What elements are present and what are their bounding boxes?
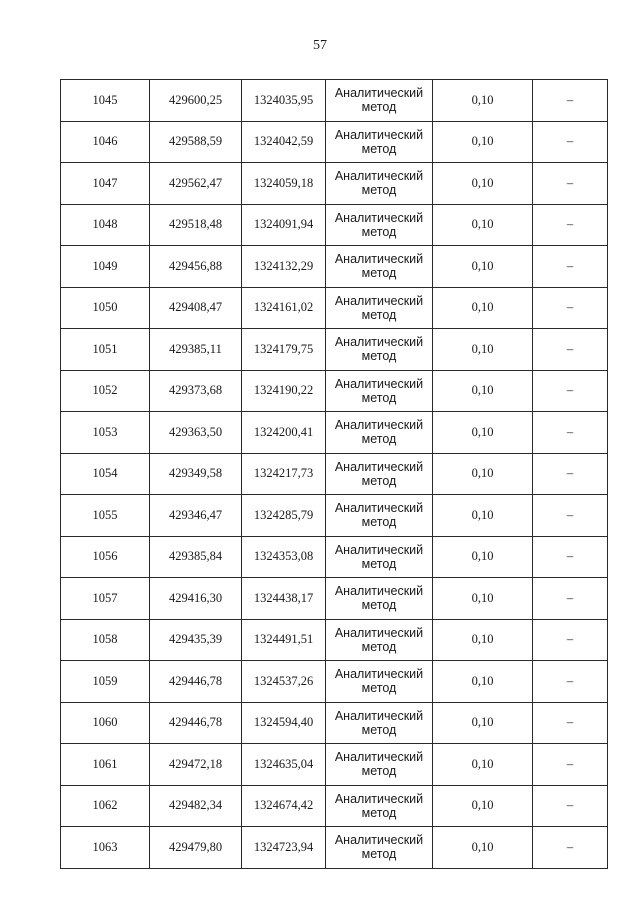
x-coordinate-cell: 429472,18 [150, 744, 242, 786]
note-cell: – [533, 412, 608, 454]
accuracy-cell: 0,10 [433, 578, 533, 620]
point-number-cell: 1049 [61, 246, 150, 288]
method-cell: Аналитический метод [326, 246, 433, 288]
table-row [61, 246, 608, 288]
x-coordinate-cell: 429456,88 [150, 246, 242, 288]
method-cell: Аналитический метод [326, 121, 433, 163]
table-row [61, 578, 608, 620]
note-cell: – [533, 661, 608, 703]
note-cell: – [533, 785, 608, 827]
note-cell: – [533, 536, 608, 578]
method-cell: Аналитический метод [326, 619, 433, 661]
page-number: 57 [313, 38, 327, 53]
note-cell: – [533, 827, 608, 869]
note-cell: – [533, 453, 608, 495]
point-number-cell: 1060 [61, 702, 150, 744]
y-coordinate-cell: 1324674,42 [242, 785, 326, 827]
point-number-cell: 1057 [61, 578, 150, 620]
table-body [61, 80, 608, 869]
note-cell: – [533, 80, 608, 122]
method-cell: Аналитический метод [326, 785, 433, 827]
note-cell: – [533, 495, 608, 537]
method-cell: Аналитический метод [326, 370, 433, 412]
table-row [61, 619, 608, 661]
method-cell: Аналитический метод [326, 80, 433, 122]
accuracy-cell: 0,10 [433, 412, 533, 454]
accuracy-cell: 0,10 [433, 536, 533, 578]
accuracy-cell: 0,10 [433, 204, 533, 246]
accuracy-cell: 0,10 [433, 453, 533, 495]
point-number-cell: 1054 [61, 453, 150, 495]
method-cell: Аналитический метод [326, 204, 433, 246]
note-cell: – [533, 121, 608, 163]
note-cell: – [533, 246, 608, 288]
table-row [61, 744, 608, 786]
point-number-cell: 1058 [61, 619, 150, 661]
x-coordinate-cell: 429518,48 [150, 204, 242, 246]
y-coordinate-cell: 1324217,73 [242, 453, 326, 495]
accuracy-cell: 0,10 [433, 329, 533, 371]
accuracy-cell: 0,10 [433, 827, 533, 869]
y-coordinate-cell: 1324091,94 [242, 204, 326, 246]
table-row [61, 163, 608, 205]
x-coordinate-cell: 429346,47 [150, 495, 242, 537]
table-row [61, 453, 608, 495]
table-row [61, 412, 608, 454]
y-coordinate-cell: 1324438,17 [242, 578, 326, 620]
accuracy-cell: 0,10 [433, 287, 533, 329]
x-coordinate-cell: 429600,25 [150, 80, 242, 122]
note-cell: – [533, 204, 608, 246]
table-row [61, 536, 608, 578]
note-cell: – [533, 287, 608, 329]
accuracy-cell: 0,10 [433, 744, 533, 786]
coordinates-table [60, 79, 608, 869]
method-cell: Аналитический метод [326, 578, 433, 620]
point-number-cell: 1048 [61, 204, 150, 246]
point-number-cell: 1045 [61, 80, 150, 122]
x-coordinate-cell: 429349,58 [150, 453, 242, 495]
x-coordinate-cell: 429363,50 [150, 412, 242, 454]
accuracy-cell: 0,10 [433, 163, 533, 205]
accuracy-cell: 0,10 [433, 370, 533, 412]
table-row [61, 329, 608, 371]
y-coordinate-cell: 1324537,26 [242, 661, 326, 703]
note-cell: – [533, 702, 608, 744]
y-coordinate-cell: 1324190,22 [242, 370, 326, 412]
point-number-cell: 1062 [61, 785, 150, 827]
point-number-cell: 1052 [61, 370, 150, 412]
x-coordinate-cell: 429562,47 [150, 163, 242, 205]
accuracy-cell: 0,10 [433, 246, 533, 288]
point-number-cell: 1051 [61, 329, 150, 371]
x-coordinate-cell: 429385,11 [150, 329, 242, 371]
point-number-cell: 1047 [61, 163, 150, 205]
y-coordinate-cell: 1324042,59 [242, 121, 326, 163]
accuracy-cell: 0,10 [433, 619, 533, 661]
note-cell: – [533, 619, 608, 661]
y-coordinate-cell: 1324035,95 [242, 80, 326, 122]
method-cell: Аналитический метод [326, 744, 433, 786]
method-cell: Аналитический метод [326, 412, 433, 454]
table-row [61, 702, 608, 744]
x-coordinate-cell: 429482,34 [150, 785, 242, 827]
method-cell: Аналитический метод [326, 287, 433, 329]
note-cell: – [533, 163, 608, 205]
y-coordinate-cell: 1324491,51 [242, 619, 326, 661]
x-coordinate-cell: 429385,84 [150, 536, 242, 578]
y-coordinate-cell: 1324635,04 [242, 744, 326, 786]
y-coordinate-cell: 1324161,02 [242, 287, 326, 329]
point-number-cell: 1055 [61, 495, 150, 537]
x-coordinate-cell: 429373,68 [150, 370, 242, 412]
point-number-cell: 1050 [61, 287, 150, 329]
method-cell: Аналитический метод [326, 329, 433, 371]
accuracy-cell: 0,10 [433, 785, 533, 827]
method-cell: Аналитический метод [326, 453, 433, 495]
table-row [61, 495, 608, 537]
x-coordinate-cell: 429479,80 [150, 827, 242, 869]
point-number-cell: 1053 [61, 412, 150, 454]
table-row [61, 785, 608, 827]
accuracy-cell: 0,10 [433, 121, 533, 163]
point-number-cell: 1056 [61, 536, 150, 578]
table-row [61, 661, 608, 703]
x-coordinate-cell: 429416,30 [150, 578, 242, 620]
point-number-cell: 1063 [61, 827, 150, 869]
note-cell: – [533, 370, 608, 412]
method-cell: Аналитический метод [326, 536, 433, 578]
y-coordinate-cell: 1324059,18 [242, 163, 326, 205]
method-cell: Аналитический метод [326, 702, 433, 744]
table-row [61, 121, 608, 163]
x-coordinate-cell: 429446,78 [150, 661, 242, 703]
y-coordinate-cell: 1324179,75 [242, 329, 326, 371]
table-row [61, 287, 608, 329]
accuracy-cell: 0,10 [433, 661, 533, 703]
x-coordinate-cell: 429435,39 [150, 619, 242, 661]
x-coordinate-cell: 429408,47 [150, 287, 242, 329]
note-cell: – [533, 329, 608, 371]
accuracy-cell: 0,10 [433, 702, 533, 744]
method-cell: Аналитический метод [326, 827, 433, 869]
note-cell: – [533, 578, 608, 620]
y-coordinate-cell: 1324353,08 [242, 536, 326, 578]
y-coordinate-cell: 1324200,41 [242, 412, 326, 454]
method-cell: Аналитический метод [326, 163, 433, 205]
accuracy-cell: 0,10 [433, 80, 533, 122]
point-number-cell: 1046 [61, 121, 150, 163]
y-coordinate-cell: 1324132,29 [242, 246, 326, 288]
x-coordinate-cell: 429446,78 [150, 702, 242, 744]
point-number-cell: 1061 [61, 744, 150, 786]
note-cell: – [533, 744, 608, 786]
y-coordinate-cell: 1324723,94 [242, 827, 326, 869]
point-number-cell: 1059 [61, 661, 150, 703]
table-row [61, 80, 608, 122]
x-coordinate-cell: 429588,59 [150, 121, 242, 163]
table-row [61, 827, 608, 869]
method-cell: Аналитический метод [326, 661, 433, 703]
y-coordinate-cell: 1324594,40 [242, 702, 326, 744]
y-coordinate-cell: 1324285,79 [242, 495, 326, 537]
table-row [61, 204, 608, 246]
table-row [61, 370, 608, 412]
method-cell: Аналитический метод [326, 495, 433, 537]
accuracy-cell: 0,10 [433, 495, 533, 537]
